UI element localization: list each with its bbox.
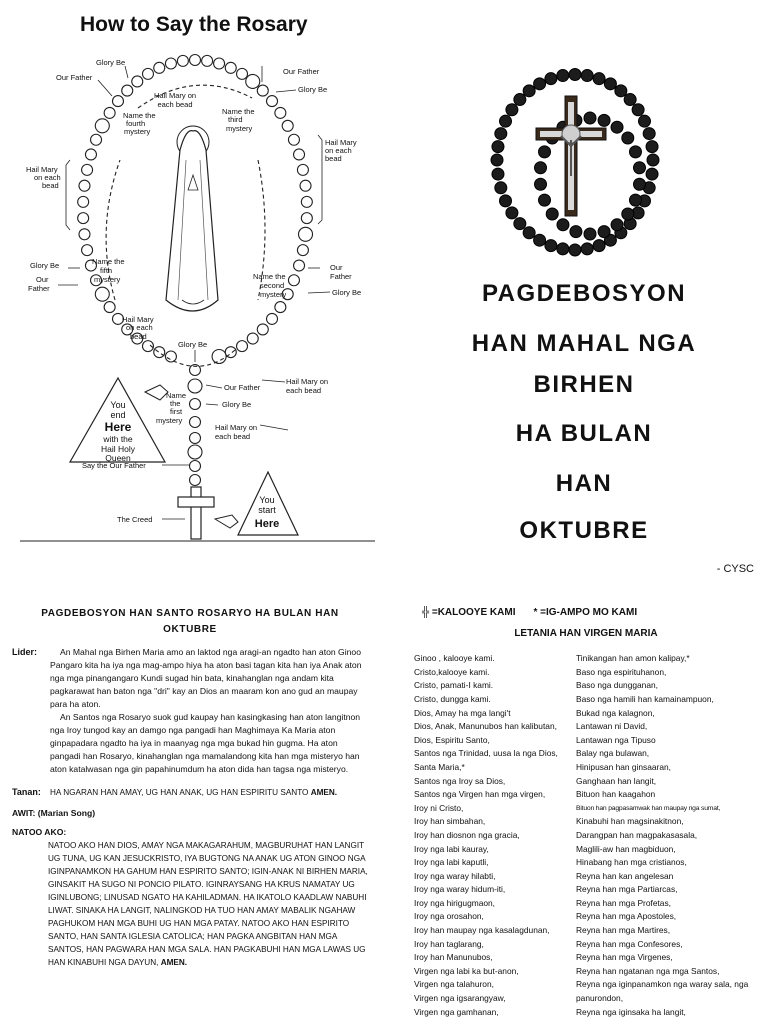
photo-bead bbox=[581, 70, 593, 82]
rosary-bead bbox=[188, 445, 202, 459]
photo-bead bbox=[647, 154, 659, 166]
rosary-bead bbox=[214, 58, 225, 69]
photo-bead bbox=[646, 141, 658, 153]
litany-title: LETANIA HAN VIRGEN MARIA bbox=[514, 627, 658, 639]
rosary-bead bbox=[294, 149, 305, 160]
photo-bead bbox=[523, 85, 535, 97]
tanan-text: HA NGARAN HAN AMAY, UG HAN ANAK, UG HAN ESPIRITU SANTO bbox=[50, 788, 309, 797]
you-start-here-triangle bbox=[238, 472, 298, 535]
title-line-4: HA BULAN bbox=[515, 420, 653, 447]
rosary-bead bbox=[91, 134, 102, 145]
rosary-bead bbox=[288, 275, 299, 286]
litany-line: Santa Maria,* bbox=[414, 761, 465, 772]
tanan-section bbox=[12, 786, 368, 799]
photo-bead bbox=[539, 146, 551, 158]
title-line-2: HAN MAHAL NGA bbox=[471, 330, 697, 357]
litany-line: Virgen nga labi ka but-anon, bbox=[414, 965, 519, 976]
left-text-column bbox=[12, 606, 368, 969]
rosary-bead bbox=[275, 107, 286, 118]
label-hail-mary-top-1: Hail Mary on bbox=[153, 91, 197, 100]
photo-bead bbox=[646, 168, 658, 180]
label-name-second-2: second bbox=[260, 281, 285, 290]
litany-line: Maglili-aw han magbiduon, bbox=[576, 843, 676, 854]
label-name-fifth-2: fifth bbox=[100, 266, 113, 275]
rosary-bead bbox=[247, 333, 258, 344]
photo-bead bbox=[500, 195, 512, 207]
label-hail-mary-left-1: Hail Mary bbox=[26, 165, 58, 174]
litany-line: Kinabuhi han magsinakitnon, bbox=[576, 816, 684, 827]
litany-line: Iroy nga waray hidum-iti, bbox=[414, 884, 506, 895]
rosary-bead bbox=[95, 287, 109, 301]
label-name-first-1: Name bbox=[166, 391, 187, 400]
photo-bead bbox=[506, 207, 518, 219]
label-name-first-2: the bbox=[170, 399, 181, 408]
rosary-bead bbox=[237, 341, 248, 352]
title-line-3: BIRHEN bbox=[533, 371, 635, 398]
litany-line: Baso nga espirituhanon, bbox=[576, 666, 667, 677]
photo-bead bbox=[492, 168, 504, 180]
litany-line: Reyna nga iginpanamkon nga waray sala, nga bbox=[576, 979, 749, 990]
litany-line: Hinabang han mga cristianos, bbox=[576, 857, 687, 868]
photo-bead bbox=[622, 132, 634, 144]
photo-bead bbox=[643, 128, 655, 140]
tanan-tag: Tanan: bbox=[12, 787, 41, 797]
photo-bead bbox=[557, 219, 569, 231]
rosary-bead bbox=[275, 302, 286, 313]
label-hail-mary-stem-4: each bead bbox=[215, 432, 251, 441]
tanan-amen: AMEN. bbox=[310, 788, 338, 797]
photo-bead bbox=[523, 227, 535, 239]
credit-text: - CYSC bbox=[716, 563, 754, 575]
label-name-fifth-3: mystery bbox=[94, 275, 121, 284]
photo-bead bbox=[557, 243, 569, 255]
litany-line: Iroy han maupay nga kasalagdunan, bbox=[414, 925, 550, 936]
label-hail-mary-right-3: bead bbox=[325, 154, 342, 163]
rosary-bead bbox=[112, 96, 123, 107]
title-line-6: OKTUBRE bbox=[519, 517, 649, 544]
litany-line: Dios, Espiritu Santo, bbox=[414, 734, 490, 745]
lider-section bbox=[12, 646, 368, 776]
you-end-text-3: Here bbox=[104, 420, 132, 434]
litany-line: Darangpan han magpakasasala, bbox=[576, 829, 698, 840]
rosary-bead bbox=[225, 62, 236, 73]
photo-bead bbox=[611, 219, 623, 231]
photo-bead bbox=[506, 104, 518, 116]
label-name-first-4: mystery bbox=[156, 416, 183, 425]
litany-line: Reyna nga iginsaka ha langit, bbox=[576, 1006, 686, 1017]
label-hail-mary-bottom-2: on each bbox=[126, 323, 153, 332]
photo-bead bbox=[495, 182, 507, 194]
litany-line: Reyna han mga Profetas, bbox=[576, 897, 671, 908]
diagram-title: How to Say the Rosary bbox=[80, 13, 308, 36]
photo-bead bbox=[495, 128, 507, 140]
title-line-5: HAN bbox=[555, 470, 613, 497]
rosary-bead bbox=[122, 85, 133, 96]
photo-bead bbox=[500, 115, 512, 127]
litany-line: Santos nga Trinidad, uusa la nga Dios, bbox=[414, 748, 558, 759]
label-glory-be-right2: Glory Be bbox=[332, 288, 362, 297]
litany-line: Iroy nga labi kaputli, bbox=[414, 857, 489, 868]
photo-bead bbox=[570, 226, 582, 238]
photo-bead bbox=[546, 208, 558, 220]
rosary-bead bbox=[78, 196, 89, 207]
rosary-bead bbox=[300, 180, 311, 191]
label-name-fourth-2: fourth bbox=[126, 119, 146, 128]
lider-tag: Lider: bbox=[12, 647, 38, 657]
label-name-third-3: mystery bbox=[226, 124, 253, 133]
rosary-bead bbox=[267, 96, 278, 107]
natoo-text: NATOO AKO HAN DIOS, AMAY NGA MAKAGARAHUM, MAGBURUHAT HAN LANGIT UG TUNA, UG KAN JESUCKRISTO, IYA BUGTONG NA ANAK UG ATON GINOO NGA IGINPANAMKON HA GAHUM HAN ESPIRITO SANTO; IGIN-ANAK NI BIRHEN MARIA, GINSAKIT HA SUGO NI PONCIO PILATO. IGINRAYSANG HA KRUS NAMATAY UG IGINLUBONG; LINUSAD NGATO HA KAHILADMAN. HA IKATOLO KAADLAW NABUHI LIWAT. SINAKA HA LANGIT, NALINGKOD HA TUO HAN AMAY MABALIK NGAHAW PAGHUKOM HAN MGA BUHI UG HAN MGA PATAY. NATOO AKO HAN ESPIRITO SANTO, HAN SANTA IGLESIA CATOLICA; HAN PAGKA ANGBITAN HAN MGA SANTOS, HAN PAGWARA HAN MGA SALA. HAN PAGKABUHI HAN MGA LAWAS UG HAN KINABUHI NGA DAYUN, bbox=[48, 841, 368, 967]
photo-bead bbox=[545, 73, 557, 85]
you-start-text-2: start bbox=[258, 505, 276, 515]
label-our-father-stem: Our Father bbox=[224, 383, 261, 392]
title-line-1: PAGDEBOSYON bbox=[481, 280, 687, 307]
litany-line: Tinikangan han amon kalipay,* bbox=[576, 653, 690, 664]
litany-line: panurondon, bbox=[576, 993, 624, 1004]
rosary-bead bbox=[212, 349, 226, 363]
rosary-bead bbox=[154, 62, 165, 73]
photo-bead bbox=[593, 73, 605, 85]
photo-bead bbox=[633, 162, 645, 174]
photo-bead bbox=[598, 226, 610, 238]
you-end-text-1: You bbox=[110, 400, 126, 410]
label-glory-be-stem: Glory Be bbox=[222, 400, 252, 409]
rosary-bead bbox=[202, 55, 213, 66]
photo-bead bbox=[629, 146, 641, 158]
photo-bead bbox=[534, 234, 546, 246]
label-the-creed: The Creed bbox=[117, 515, 153, 524]
litany-line: Reyna han mga Martires, bbox=[576, 925, 671, 936]
rosary-bead bbox=[190, 433, 201, 444]
label-name-second-3: mystery bbox=[260, 290, 287, 299]
awit-line: AWIT: (Marian Song) bbox=[12, 808, 96, 818]
litany-column-1 bbox=[414, 652, 576, 1019]
litany-line: Cristo,kalooye kami. bbox=[414, 666, 490, 677]
rosary-bead bbox=[301, 196, 312, 207]
litany-line: Hinipusan han ginsaaran, bbox=[576, 761, 671, 772]
label-hail-mary-stem-1: Hail Mary on bbox=[286, 377, 329, 386]
rosary-bead bbox=[299, 227, 313, 241]
label-name-fourth-1: Name the bbox=[123, 111, 156, 120]
photo-bead bbox=[514, 94, 526, 106]
litany-line: Santos nga Iroy sa Dios, bbox=[414, 775, 506, 786]
rosary-bead bbox=[82, 164, 93, 175]
label-hail-mary-right-1: Hail Mary bbox=[325, 138, 357, 147]
litany-line: Reyna han ngatanan nga mga Santos, bbox=[576, 965, 720, 976]
photo-bead bbox=[492, 141, 504, 153]
rosary-bead bbox=[257, 85, 268, 96]
litany-line: Virgen nga igsarangyaw, bbox=[414, 993, 506, 1004]
photo-bead bbox=[545, 240, 557, 252]
litany-line: Reyna han mga Apostoles, bbox=[576, 911, 677, 922]
label-glory-be-top: Glory Be bbox=[96, 58, 126, 67]
left-heading-2: OKTUBRE bbox=[163, 624, 217, 635]
label-name-second-1: Name the bbox=[253, 272, 286, 281]
label-name-third-1: Name the bbox=[222, 107, 255, 116]
label-hail-mary-stem-2: each bead bbox=[286, 386, 322, 395]
label-glory-be-left: Glory Be bbox=[30, 261, 60, 270]
litany-line: Reyna han kan angelesan bbox=[576, 870, 674, 881]
lider-paragraph-2: An Santos nga Rosaryo suok gud kaupay han kasingkasing han aton langitnon nga Iroy tungod kay an damgo nga pangadi han Maghimaya Ka Maria aton ginpapadara ngadto ha iya in maanyag nga mga bukad hin gugma. Ha aton pangadi han Rosaryo, kinahanglan nga mamalandong kita han mga misteryo han aton katalwasan nga gin papahinumdum ha aton dida han tagsa nga misteryo. bbox=[50, 712, 361, 774]
rosary-bead bbox=[288, 134, 299, 145]
label-our-right-2: Father bbox=[330, 272, 352, 281]
rosary-bead bbox=[267, 313, 278, 324]
litany-line: Baso nga dungganan, bbox=[576, 680, 658, 691]
photo-bead bbox=[593, 240, 605, 252]
natoo-paragraph bbox=[12, 839, 368, 969]
litany-line: Santos nga Virgen han mga virgen, bbox=[414, 789, 546, 800]
rosary-bead bbox=[237, 68, 248, 79]
litany-line: Iroy ni Cristo, bbox=[414, 802, 464, 813]
rosary-bead bbox=[79, 180, 90, 191]
label-our-left-2: Father bbox=[28, 284, 50, 293]
photo-bead bbox=[615, 85, 627, 97]
photo-bead bbox=[569, 244, 581, 256]
rosary-bead bbox=[85, 149, 96, 160]
photo-bead bbox=[535, 178, 547, 190]
litany-line: Baso nga hamili han kamainampuon, bbox=[576, 693, 714, 704]
litany-line: Reyna han mga Partiarcas, bbox=[576, 884, 678, 895]
rosary-bead bbox=[104, 107, 115, 118]
photo-bead bbox=[557, 70, 569, 82]
you-start-text-3: Here bbox=[254, 518, 280, 530]
photo-bead bbox=[624, 94, 636, 106]
label-name-fifth-1: Name the bbox=[92, 257, 125, 266]
rosary-bead bbox=[297, 164, 308, 175]
rosary-photo-svg bbox=[478, 56, 672, 268]
rosary-bead bbox=[132, 76, 143, 87]
litany-line: Balay nga bulawan, bbox=[576, 748, 650, 759]
photo-bead bbox=[633, 178, 645, 190]
rosary-bead bbox=[190, 399, 201, 410]
label-our-father-right: Our Father bbox=[283, 67, 320, 76]
litany-line: Bukad nga kalagnon, bbox=[576, 707, 655, 718]
photo-bead bbox=[581, 243, 593, 255]
legend bbox=[422, 606, 766, 620]
rosary-diagram-svg bbox=[0, 0, 380, 560]
label-our-left-1: Our bbox=[36, 275, 49, 284]
rosary-bead bbox=[165, 351, 176, 362]
litany-line: Iroy nga labi kauray, bbox=[414, 843, 489, 854]
label-hail-mary-top-2: each bead bbox=[157, 100, 193, 109]
label-name-fourth-3: mystery bbox=[124, 127, 151, 136]
rosary-diagram bbox=[0, 0, 380, 560]
litany-line: Ginoo , kalooye kami. bbox=[414, 653, 495, 664]
photo-bead bbox=[534, 78, 546, 90]
litany-line: Dios, Amay ha mga langi't bbox=[414, 707, 511, 718]
photo-bead bbox=[598, 114, 610, 126]
rosary-bead bbox=[82, 245, 93, 256]
lider-paragraph-1: An Mahal nga Birhen Maria amo an laktod nga aragi-an ngadto han aton Ginoo Pangaro kita ha iya nga mag-ampo hiya ha aton basi tagan kita han iya Anak aton nga mga pinangangaro Kundi sugad hin bata, kinahanglan nga andam kita pagkarawat han baton nga "dri" kay an Dios an maaram kon ano gud an maupay para ha aton. bbox=[50, 647, 362, 709]
label-glory-be-right: Glory Be bbox=[298, 85, 328, 94]
rosary-bead bbox=[79, 229, 90, 240]
litany-column bbox=[406, 606, 766, 1019]
litany-line: Reyna han mga Confesores, bbox=[576, 938, 683, 949]
label-hail-mary-left-2: on each bbox=[34, 173, 61, 182]
litany-line: Lantawan ni David, bbox=[576, 721, 648, 732]
label-hail-mary-left-3: bead bbox=[42, 181, 59, 190]
litany-line: Iroy han Manunubos, bbox=[414, 952, 493, 963]
photo-bead bbox=[535, 162, 547, 174]
legend-ig-ampo: * =IG-AMPO MO KAMI bbox=[533, 607, 638, 618]
photo-bead bbox=[539, 194, 551, 206]
rosary-bead bbox=[142, 68, 153, 79]
rosary-bead bbox=[297, 245, 308, 256]
label-hail-mary-bottom-1: Hail Mary bbox=[122, 315, 154, 324]
rosary-bead bbox=[165, 58, 176, 69]
litany-line: Reyna han mga Virgenes, bbox=[576, 952, 673, 963]
photo-bead bbox=[611, 121, 623, 133]
legend-kalooye: ╬ =KALOOYE KAMI bbox=[422, 607, 516, 618]
label-name-first-3: first bbox=[170, 407, 183, 416]
litany-line: Iroy nga orosahon, bbox=[414, 911, 484, 922]
rosary-bead bbox=[190, 417, 201, 428]
rosary-bead bbox=[257, 324, 268, 335]
label-our-father-left: Our Father bbox=[56, 73, 93, 82]
photo-bead bbox=[491, 154, 503, 166]
natoo-title: NATOO AKO: bbox=[12, 827, 67, 837]
litany-line: Bituon han pagpasamwak han maupay nga sumat, bbox=[576, 804, 721, 812]
photo-bead bbox=[622, 208, 634, 220]
rosary-bead bbox=[190, 475, 201, 486]
photo-bead bbox=[569, 69, 581, 81]
label-hail-mary-stem-3: Hail Mary on bbox=[215, 423, 258, 432]
litany-line: Cristo, dungga kami. bbox=[414, 693, 491, 704]
label-name-third-2: third bbox=[228, 115, 243, 124]
crucifix-icon bbox=[178, 487, 214, 539]
virgin-mary-figure bbox=[166, 126, 218, 311]
rosary-bead bbox=[95, 119, 109, 133]
litany-line: Lantawan nga Tipuso bbox=[576, 734, 656, 745]
rosary-photo bbox=[478, 56, 672, 268]
rosary-bead bbox=[78, 213, 89, 224]
photo-bead bbox=[632, 104, 644, 116]
litany-line: Iroy nga waray hilabti, bbox=[414, 870, 496, 881]
litany-line: Ganghaan han langit, bbox=[576, 775, 657, 786]
litany-line: Bituon han kaagahon bbox=[576, 789, 656, 800]
rosary-bead bbox=[190, 461, 201, 472]
rosary-bead bbox=[282, 120, 293, 131]
rosary-bead bbox=[301, 213, 312, 224]
natoo-amen: AMEN. bbox=[160, 958, 188, 967]
litany-line: Iroy han diosnon nga gracia, bbox=[414, 829, 520, 840]
litany-line: Cristo, pamati-I kami. bbox=[414, 680, 494, 691]
litany-line: Iroy nga hirigugmaon, bbox=[414, 897, 496, 908]
rosary-bead bbox=[104, 302, 115, 313]
you-end-text-4: with the bbox=[103, 434, 133, 444]
label-glory-be-center: Glory Be bbox=[178, 340, 208, 349]
rosary-bead bbox=[294, 260, 305, 271]
litany-line: Iroy han simbahan, bbox=[414, 816, 486, 827]
litany-columns bbox=[406, 652, 766, 1019]
you-end-text-5: Hail Holy bbox=[100, 444, 136, 454]
litany-column-2 bbox=[576, 652, 766, 1019]
photo-bead bbox=[604, 78, 616, 90]
you-end-text-2: end bbox=[110, 410, 126, 420]
photo-bead bbox=[584, 228, 596, 240]
rosary-bead bbox=[188, 379, 202, 393]
you-start-text-1: You bbox=[259, 495, 275, 505]
litany-line: Dios, Anak, Manunubos han kalibutan, bbox=[414, 721, 557, 732]
rosary-bead bbox=[190, 55, 201, 66]
label-say-our-father: Say the Our Father bbox=[82, 461, 146, 470]
photo-bead bbox=[514, 218, 526, 230]
left-heading-1: PAGDEBOSYON HAN SANTO ROSARYO HA BULAN HAN bbox=[41, 608, 339, 619]
label-our-right-1: Our bbox=[330, 263, 343, 272]
label-hail-mary-bottom-3: bead bbox=[130, 332, 147, 341]
litany-line: Virgen nga talahuron, bbox=[414, 979, 494, 990]
rosary-bead bbox=[177, 55, 188, 66]
photo-bead bbox=[629, 194, 641, 206]
litany-line: Virgen nga gamhanan, bbox=[414, 1006, 499, 1017]
label-hail-mary-right-2: on each bbox=[325, 146, 352, 155]
rosary-bead bbox=[154, 347, 165, 358]
litany-line: Iroy han taglarang, bbox=[414, 938, 484, 949]
rosary-bead bbox=[246, 74, 260, 88]
you-end-text-6: Queen bbox=[105, 453, 131, 463]
photo-bead bbox=[638, 115, 650, 127]
photo-bead bbox=[584, 112, 596, 124]
